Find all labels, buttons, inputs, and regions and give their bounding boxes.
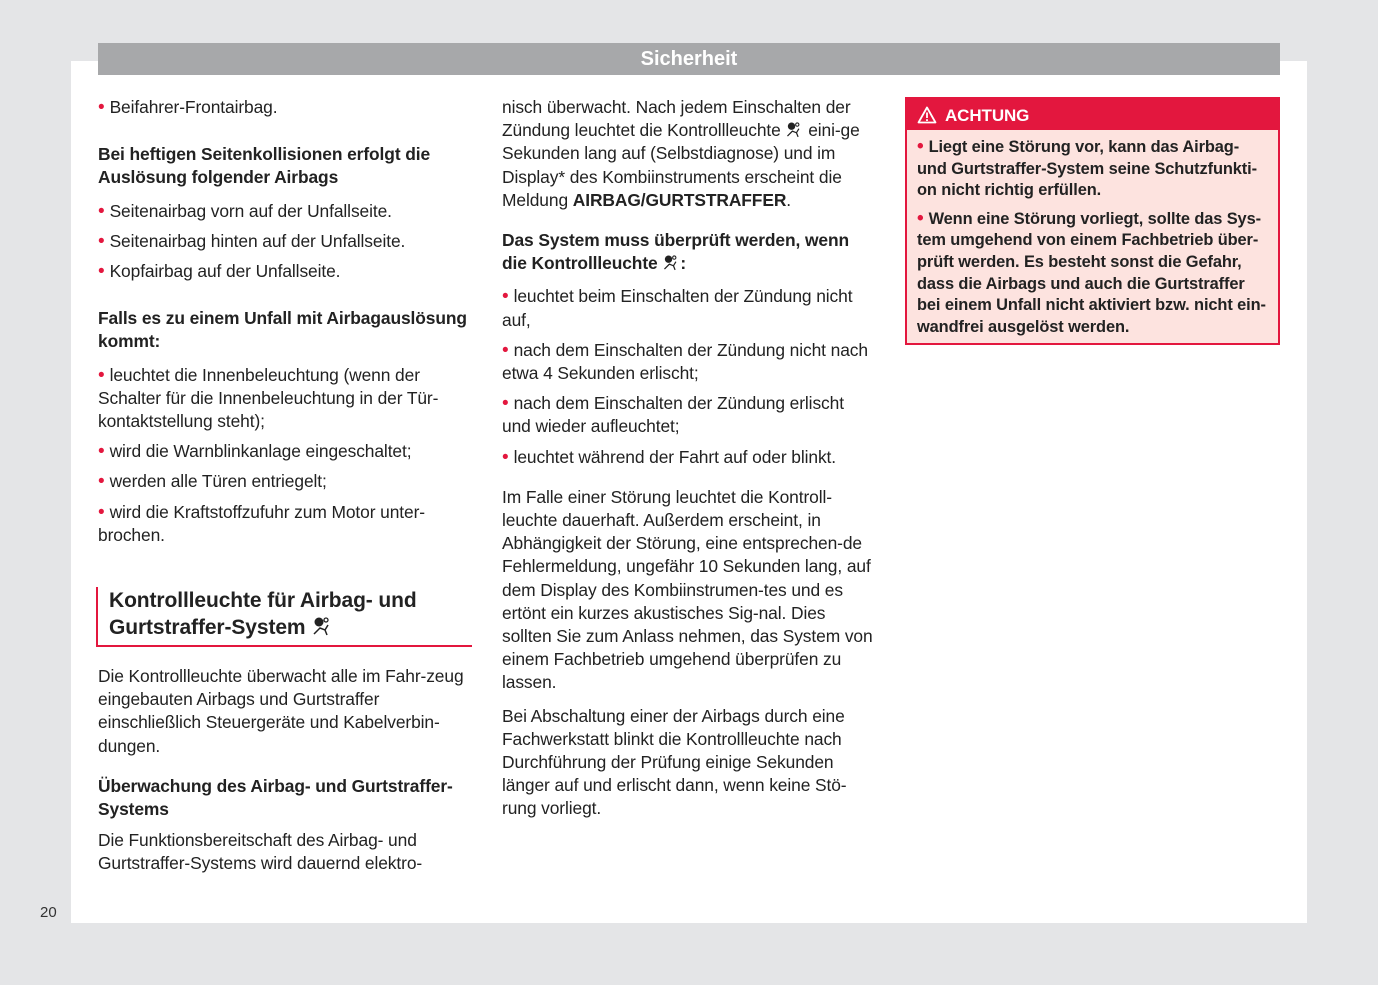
bullet-icon: • <box>502 286 509 308</box>
intro-paragraph: Die Kontrollleuchte überwacht alle im Fahr-zeug eingebauten Airbags und Gurtstraffer einschließlich Steuergeräte und Kabelverbin-dungen. <box>98 666 464 756</box>
list-item: • leuchtet beim Einschalten der Zündung nicht auf, <box>502 286 853 330</box>
list-item: • wird die Warnblinkanlage eingeschaltet; <box>98 441 412 463</box>
bullet-icon: • <box>502 393 509 415</box>
subheading-side-collisions: Bei heftigen Seitenkollisionen erfolgt die Auslösung folgender Airbags <box>98 144 431 188</box>
list-item: • Seitenairbag hinten auf der Unfallseite. <box>98 230 406 252</box>
bullet-icon: • <box>98 200 105 222</box>
list-item: • werden alle Türen entriegelt; <box>98 471 327 493</box>
continued-paragraph: nisch überwacht. Nach jedem Einschalten der Zündung leuchtet die Kontrollleuchte eini-ge Sekunden lang auf (Selbstdiagnose) und im Display* des Kombiinstruments erscheint die Meldung AIRBAG/GURTSTRAFFER. <box>502 97 860 210</box>
warning-item: • Liegt eine Störung vor, kann das Airbag- und Gurtstraffer-System seine Schutzfunkti-on nicht richtig erfüllen. <box>917 136 1257 200</box>
page-number: 20 <box>40 904 57 921</box>
monitoring-paragraph: Die Funktionsbereitschaft des Airbag- und Gurtstraffer-Systems wird dauernd elektro- <box>98 830 423 874</box>
column-2 <box>502 96 876 821</box>
bullet-icon: • <box>917 136 924 157</box>
bullet-icon: • <box>98 97 105 118</box>
list-item: • wird die Kraftstoffzufuhr zum Motor unter-brochen. <box>98 501 425 545</box>
warning-body <box>907 130 1278 343</box>
bullet-icon: • <box>917 207 924 229</box>
list-item: • Beifahrer-Frontairbag. <box>98 97 278 118</box>
list-item: • Kopfairbag auf der Unfallseite. <box>98 261 341 283</box>
column-3 <box>905 97 1280 345</box>
bullet-icon: • <box>98 501 105 523</box>
deactivation-paragraph: Bei Abschaltung einer der Airbags durch eine Fachwerkstatt blinkt die Kontrollleuchte nach Durchführung der Prüfung einige Sekunden länger auf und erlischt dann, wenn keine Stö-rung vorliegt. <box>502 705 847 819</box>
chapter-header: Sicherheit <box>98 43 1280 75</box>
warning-title: ACHTUNG <box>945 106 1030 125</box>
bullet-icon: • <box>98 261 105 283</box>
airbag-warning-light-icon <box>311 616 333 636</box>
list-item: • leuchtet während der Fahrt auf oder blinkt. <box>502 446 837 468</box>
subheading-monitoring: Überwachung des Airbag- und Gurtstraffer-Systems <box>98 775 453 820</box>
subheading-accident: Falls es zu einem Unfall mit Airbagauslösung kommt: <box>98 308 467 352</box>
section-title: Kontrollleuchte für Airbag- und Gurtstraffer-System <box>96 587 472 647</box>
bullet-icon: • <box>98 441 105 463</box>
bullet-icon: • <box>502 446 509 468</box>
airbag-warning-light-icon <box>785 121 803 138</box>
list-item: • nach dem Einschalten der Zündung erlischt und wieder aufleuchtet; <box>502 393 844 437</box>
warning-item: • Wenn eine Störung vorliegt, sollte das Sys-tem umgehend von einem Fachbetrieb über-prüft werden. Es besteht sonst die Gefahr, dass die Airbags und auch die Gurtstraffer bei einem Unfall nicht aktiviert bzw. nicht ein-wandfrei ausgelöst werden. <box>917 207 1266 336</box>
display-message: AIRBAG/GURTSTRAFFER <box>572 189 787 210</box>
warning-box <box>905 97 1280 345</box>
bullet-icon: • <box>98 471 105 493</box>
bullet-icon: • <box>502 339 509 361</box>
list-item: • leuchtet die Innenbeleuchtung (wenn der Schalter für die Innenbeleuchtung in der Tür-kontaktstellung steht); <box>98 364 439 432</box>
bullet-icon: • <box>98 230 105 252</box>
warning-header <box>907 99 1278 130</box>
bullet-icon: • <box>98 364 105 386</box>
list-item: • Seitenairbag vorn auf der Unfallseite. <box>98 200 392 222</box>
fault-paragraph: Im Falle einer Störung leuchtet die Kontroll-leuchte dauerhaft. Außerdem erscheint, in Abhängigkeit der Störung, eine entsprechen-de Fehlermeldung, ungefähr 10 Sekunden lang, auf dem Display des Kombiinstrumen-tes und es ertönt ein kurzes akustisches Sig-nal. Dies sollten Sie zum Anlass nehmen, das System von einem Fachbetrieb umgehend überprüfen zu lassen. <box>502 486 873 693</box>
warning-triangle-icon <box>917 106 937 124</box>
subheading-check: Das System muss überprüft werden, wenn die Kontrollleuchte : <box>502 230 850 274</box>
list-item: • nach dem Einschalten der Zündung nicht nach etwa 4 Sekunden erlischt; <box>502 339 868 384</box>
column-1 <box>98 96 470 876</box>
airbag-warning-light-icon <box>662 254 680 271</box>
